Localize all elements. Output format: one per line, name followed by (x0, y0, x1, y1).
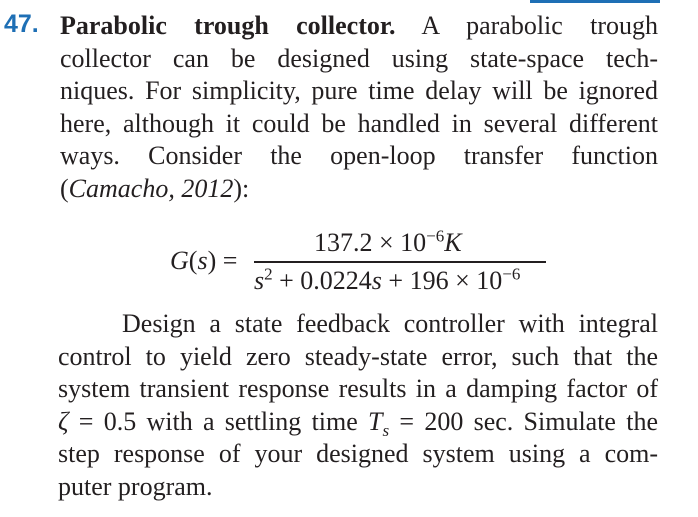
task-line-6: puter program. (58, 471, 213, 501)
task-line-1: Design a state feedback controller with integral (122, 309, 658, 338)
header-accent-rule (530, 0, 660, 3)
equation-lhs: G(s) = (170, 246, 238, 275)
task-line-5: step response of your designed system using a com- (58, 439, 658, 468)
equation-denominator: $s^2 + 0.0224s + 196 \times 10^{-6}$ (254, 264, 521, 295)
task-line-3: system transient response results in a damping factor of (58, 374, 658, 403)
statement-line-2: collector can be designed using state-space tech- (60, 43, 658, 73)
problem-title: Parabolic trough collector. (60, 11, 396, 40)
transfer-function-equation (170, 228, 570, 300)
fraction-bar (254, 261, 546, 263)
problem-statement (60, 10, 658, 205)
statement-line-1: Parabolic trough collector. A parabolic trough (60, 11, 658, 40)
statement-line-6: (Camacho, 2012): (60, 173, 250, 203)
statement-line-4: here, although it could be handled in several different (60, 108, 658, 138)
statement-line-5: ways. Consider the open-loop transfer function (60, 141, 658, 170)
task-line-2: control to yield zero steady-state error, such that the (58, 341, 658, 371)
task-line-4: ζ = 0.5 with a settling time $T_s = 200$ sec. Simulate the (58, 406, 658, 440)
problem-number: 47. (4, 10, 39, 38)
statement-line-3: niques. For simplicity, pure time delay will be ignored (60, 76, 658, 105)
equation-numerator: $137.2 \times 10^{-6}K$ (314, 226, 462, 257)
task-statement (58, 308, 658, 503)
